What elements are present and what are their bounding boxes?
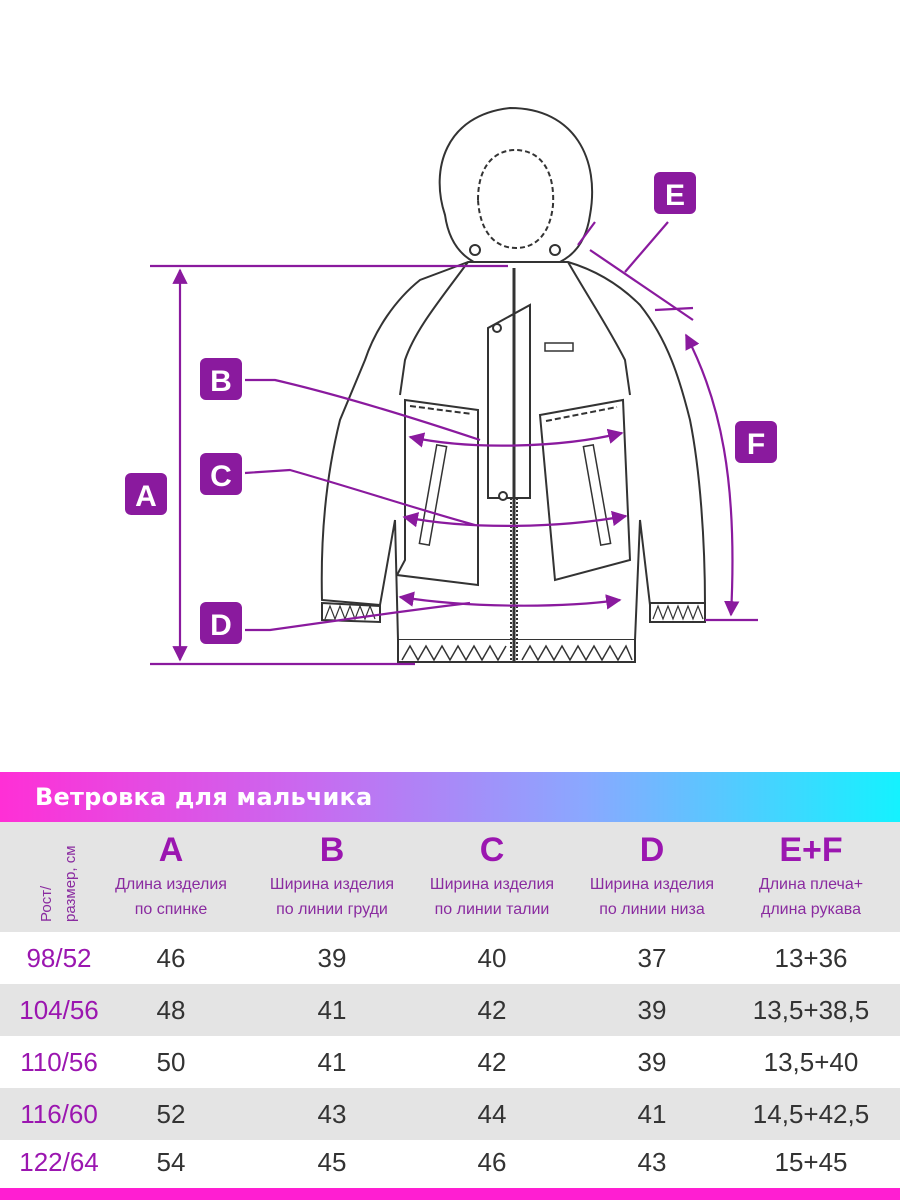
column-letter: D [639,831,665,869]
cell-c: 40 [477,943,507,973]
column-letter: A [158,831,184,869]
label-box-a [125,473,167,515]
cell-d: 39 [637,1047,667,1077]
size-cell: 98/52 [26,943,92,973]
cell-a: 54 [156,1147,186,1177]
size-cell: 104/56 [19,995,99,1025]
cell-c: 42 [477,1047,507,1077]
cell-ef: 14,5+42,5 [752,1099,870,1129]
table-row [0,1136,900,1188]
size-column-header [18,834,88,926]
cell-a: 48 [156,995,186,1025]
label-box-c [200,453,242,495]
cell-ef: 13,5+38,5 [752,995,870,1025]
cell-b: 45 [317,1147,347,1177]
size-header-line2: размер, см [62,845,79,922]
cell-b: 43 [317,1099,347,1129]
column-header-b [257,828,407,922]
table-row [0,1088,900,1140]
column-desc-line1: Ширина изделия [429,876,555,893]
cell-d: 39 [637,995,667,1025]
svg-text:A: A [135,480,157,513]
column-desc-line2: по линии груди [276,901,388,918]
cell-d: 37 [637,943,667,973]
column-header-c [417,828,567,922]
label-box-d [200,602,242,644]
cell-b: 39 [317,943,347,973]
svg-text:F: F [746,428,766,461]
column-letter: B [319,831,345,869]
label-box-b [200,358,242,400]
column-desc-line1: Длина изделия [115,876,227,893]
column-desc-line1: Ширина изделия [269,876,395,893]
cell-ef: 15+45 [774,1147,848,1177]
table-row [0,984,900,1036]
cell-a: 50 [156,1047,186,1077]
svg-text:D: D [210,609,232,642]
size-cell: 116/60 [20,1099,98,1129]
svg-text:E: E [664,179,686,212]
column-header-d [577,828,727,922]
cell-d: 41 [637,1099,667,1129]
cell-b: 41 [317,1047,347,1077]
cell-b: 41 [317,995,347,1025]
column-desc-line2: длина рукава [761,901,861,918]
cell-c: 42 [477,995,507,1025]
bottom-accent-bar [0,1188,900,1200]
jacket-drawing [322,108,705,662]
cell-d: 43 [637,1147,667,1177]
column-desc-line1: Длина плеча+ [758,876,864,893]
column-desc-line2: по линии низа [599,901,705,918]
svg-text:C: C [210,460,232,493]
column-header-a [96,828,246,922]
label-box-f [735,421,777,463]
column-desc-line1: Ширина изделия [589,876,715,893]
cell-a: 52 [156,1099,186,1129]
table-row [0,932,900,984]
page-title: Ветровка для мальчика [35,783,373,811]
title-bar [0,772,900,822]
cell-c: 46 [477,1147,507,1177]
cell-a: 46 [156,943,186,973]
column-desc-line2: по линии талии [434,901,550,918]
size-header-line1: Рост/ [38,885,55,922]
table-row [0,1036,900,1088]
cell-c: 44 [477,1099,507,1129]
label-box-e [654,172,696,214]
column-header-ef [736,828,886,922]
size-cell: 122/64 [19,1147,99,1177]
cell-ef: 13+36 [774,943,848,973]
cell-ef: 13,5+40 [763,1047,859,1077]
column-letter: E+F [779,831,843,869]
column-desc-line2: по спинке [134,901,208,918]
svg-text:B: B [210,365,232,398]
size-cell: 110/56 [20,1047,98,1077]
column-letter: C [479,831,505,869]
